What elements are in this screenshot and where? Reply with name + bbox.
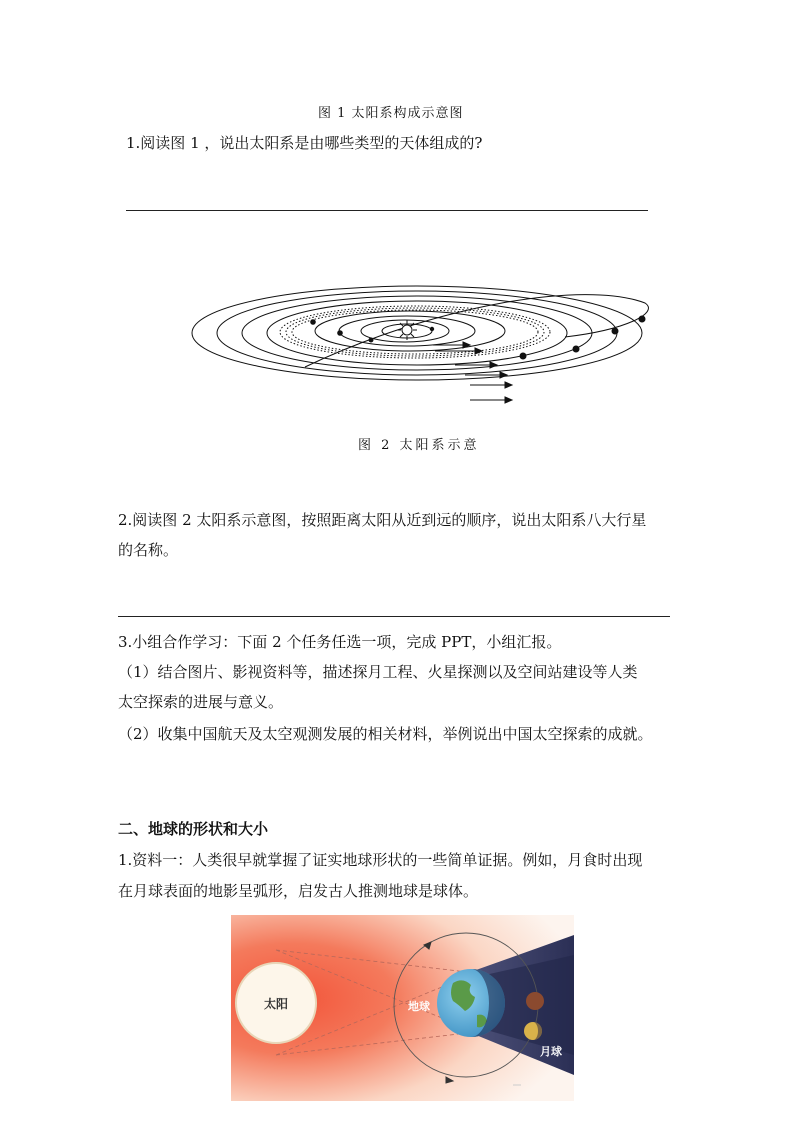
answer-line-1[interactable]: [126, 210, 648, 211]
planet-mercury: [430, 327, 434, 331]
moon-label: 月球: [540, 1045, 562, 1058]
question-1: 1.阅读图 1 ，说出太阳系是由哪些类型的天体组成的?: [126, 134, 483, 152]
planet-neptune: [639, 316, 646, 323]
planet-venus: [369, 338, 374, 343]
solar-system-diagram: [185, 285, 665, 415]
planet-mars: [310, 319, 316, 325]
sun-icon: [397, 320, 417, 340]
material-1-line1: 1.资料一：人类很早就掌握了证实地球形状的一些简单证据。例如，月食时出现: [118, 851, 643, 869]
orbit-saturn: [242, 296, 592, 370]
figure2-caption: 图 2 太阳系示意: [358, 438, 480, 453]
earth-label: 地球: [408, 1000, 430, 1013]
lunar-eclipse-image: [231, 915, 574, 1101]
orbit-neptune: [192, 286, 642, 380]
planet-jupiter: [520, 353, 527, 360]
planet-earth: [337, 330, 343, 336]
tilted-orbit: [305, 295, 648, 367]
task-1-line1: （1）结合图片、影视资料等，描述探月工程、火星探测以及空间站建设等人类: [118, 663, 638, 681]
sun-label: 太阳: [263, 997, 289, 1011]
asteroid-belt-outer: [280, 306, 550, 358]
question-2-line2: 的名称。: [118, 541, 179, 559]
question-3: 3.小组合作学习：下面 2 个任务任选一项，完成 PPT，小组汇报。: [118, 633, 562, 651]
task-1-line2: 太空探索的进展与意义。: [118, 693, 284, 711]
planet-saturn: [573, 346, 580, 353]
material-1-line2: 在月球表面的地影呈弧形，启发古人推测地球是球体。: [118, 882, 479, 900]
question-2-line1: 2.阅读图 2 太阳系示意图，按照距离太阳从近到远的顺序，说出太阳系八大行星: [118, 511, 647, 529]
planet-uranus: [612, 328, 619, 335]
moon-eclipsed-icon: [526, 992, 544, 1010]
orbit-uranus: [217, 291, 617, 375]
figure1-caption: 图 1 太阳系构成示意图: [318, 106, 464, 121]
section-2-heading: 二、地球的形状和大小: [118, 820, 269, 838]
answer-line-2[interactable]: [118, 616, 670, 617]
asteroid-belt-inner: [292, 310, 538, 354]
task-2: （2）收集中国航天及太空观测发展的相关材料，举例说出中国太空探索的成就。: [118, 725, 653, 743]
